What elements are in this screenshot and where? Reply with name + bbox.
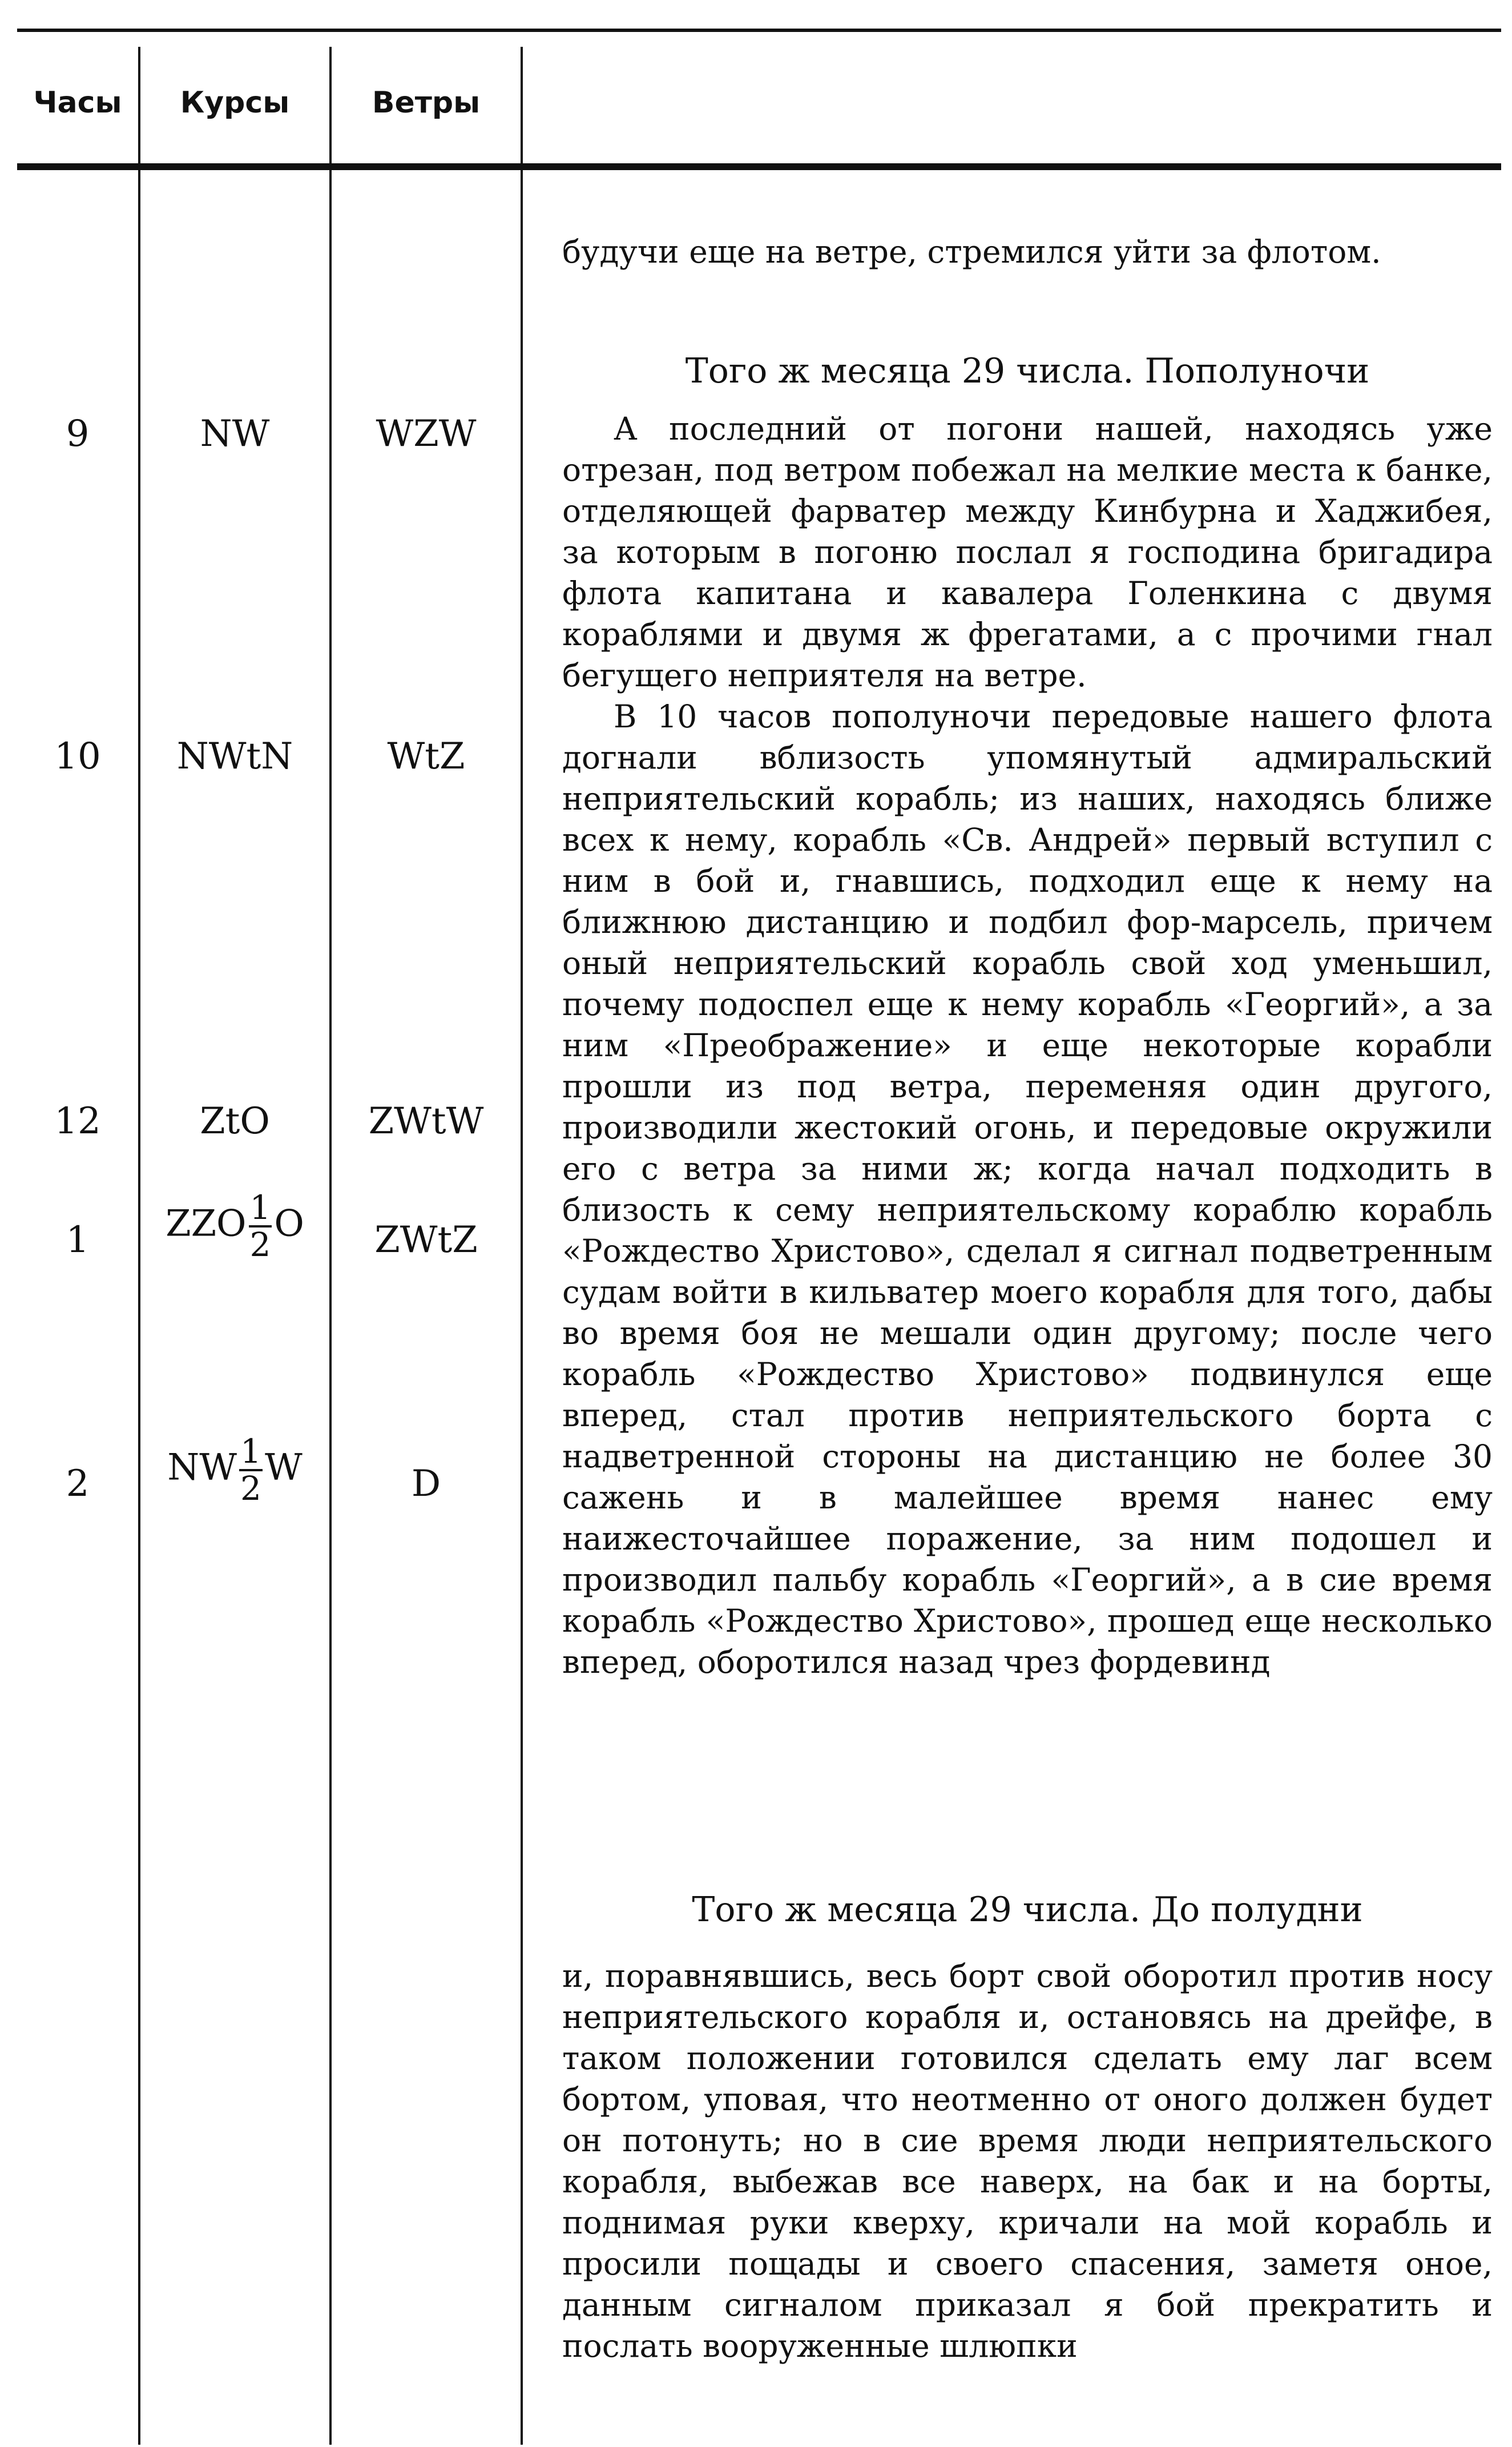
course-cell: NW bbox=[200, 413, 270, 455]
fraction-numerator: 1 bbox=[249, 1188, 271, 1227]
hour-cell: 2 bbox=[66, 1463, 90, 1505]
header-courses: Курсы bbox=[180, 86, 290, 120]
fraction bbox=[239, 1434, 263, 1506]
wind-cell: ZWtZ bbox=[374, 1219, 478, 1261]
wind-cell: ZWtW bbox=[368, 1100, 484, 1142]
section-heading: Того ж месяца 29 числа. До полудни bbox=[692, 1890, 1363, 1930]
hour-cell: 9 bbox=[66, 413, 90, 455]
course-cell bbox=[140, 1434, 329, 1506]
course-cell bbox=[140, 1190, 329, 1262]
wind-cell: WtZ bbox=[387, 735, 465, 778]
fraction-numerator: 1 bbox=[240, 1432, 261, 1471]
hour-cell: 10 bbox=[54, 735, 101, 778]
course-prefix: ZZO bbox=[166, 1202, 247, 1245]
fraction bbox=[249, 1190, 272, 1262]
course-cell: ZtO bbox=[200, 1100, 270, 1142]
course-suffix: W bbox=[264, 1446, 303, 1489]
wind-cell: D bbox=[411, 1463, 441, 1505]
section-heading: Того ж месяца 29 числа. Пополуночи bbox=[685, 351, 1370, 391]
fraction-denominator: 2 bbox=[240, 1468, 261, 1508]
wind-cell: WZW bbox=[376, 413, 477, 455]
hour-cell: 12 bbox=[54, 1100, 101, 1142]
paragraph: и, поравнявшись, весь борт свой оборотил против носу неприятельского корабля и, остановясь на дрейфе, в таком положении готовился сделать ему лаг всем бортом, уповая, что неотменно от оного должен будет он потонуть; но в сие время люди неприятельского корабля, выбежав все наверх, на бак и на борты, поднимая руки кверху, кричали на мой корабль и просили пощады и своего спасения, заметя оное, данным сигналом приказал я бой прекратить и послать вооруженные шлюпки bbox=[562, 1958, 1493, 2364]
paragraph: А последний от погони нашей, находясь уже отрезан, под ветром побежал на мелкие места к банке, отделяющей фарватер между Кинбурна и Хаджибея, за которым в погоню послал я господина бригадира флота капитана и кавалера Голенкина с двумя кораблями и двумя ж фрегатами, а с прочими гнал бегущего неприятеля на ветре. bbox=[562, 410, 1493, 694]
header-winds: Ветры bbox=[372, 86, 481, 120]
course-prefix: NW bbox=[167, 1446, 237, 1489]
course-suffix: O bbox=[274, 1202, 304, 1245]
top-rule bbox=[17, 29, 1501, 32]
header-rule bbox=[17, 163, 1501, 170]
column-divider bbox=[521, 47, 523, 2445]
text-block bbox=[562, 231, 1493, 272]
paragraph: будучи еще на ветре, стремился уйти за флотом. bbox=[562, 234, 1381, 270]
hour-cell: 1 bbox=[66, 1219, 90, 1261]
text-block bbox=[562, 1955, 1493, 2366]
header-hours: Часы bbox=[33, 86, 122, 120]
fraction-denominator: 2 bbox=[249, 1225, 271, 1264]
text-block bbox=[562, 408, 1493, 1683]
course-cell: NWtN bbox=[176, 735, 293, 778]
paragraph: В 10 часов пополуночи передовые нашего флота догнали вблизость упомянутый адмиральский неприятельский корабль; из наших, находясь ближе всех к нему, корабль «Св. Андрей» первый вступил с ним в бой и, гнавшись, подходил еще к нему на ближнюю дистанцию и подбил фор-марсель, причем оный неприятельский корабль свой ход уменьшил, почему подоспел еще к нему корабль «Георгий», а за ним «Преображение» и еще некоторые корабли прошли из под ветра, переменяя один другого, производили жестокий огонь, и передовые окружили его с ветра за ними ж; когда начал подходить в близость к сему неприятельскому кораблю корабль «Рождество Христово», сделал я сигнал подветренным судам войти в кильватер моего корабля для того, дабы во время боя не мешали один другому; после чего корабль «Рождество Христово» подвинулся еще вперед, стал против неприятельского борта с надветренной стороны на дистанцию не более 30 сажень и в малейшее время нанес ему наижесточайшее поражение, за ним подошел и производил пальбу корабль «Георгий», а в сие время корабль «Рождество Христово», прошед еще несколько вперед, оборотился назад чрез фордевинд bbox=[562, 698, 1493, 1680]
